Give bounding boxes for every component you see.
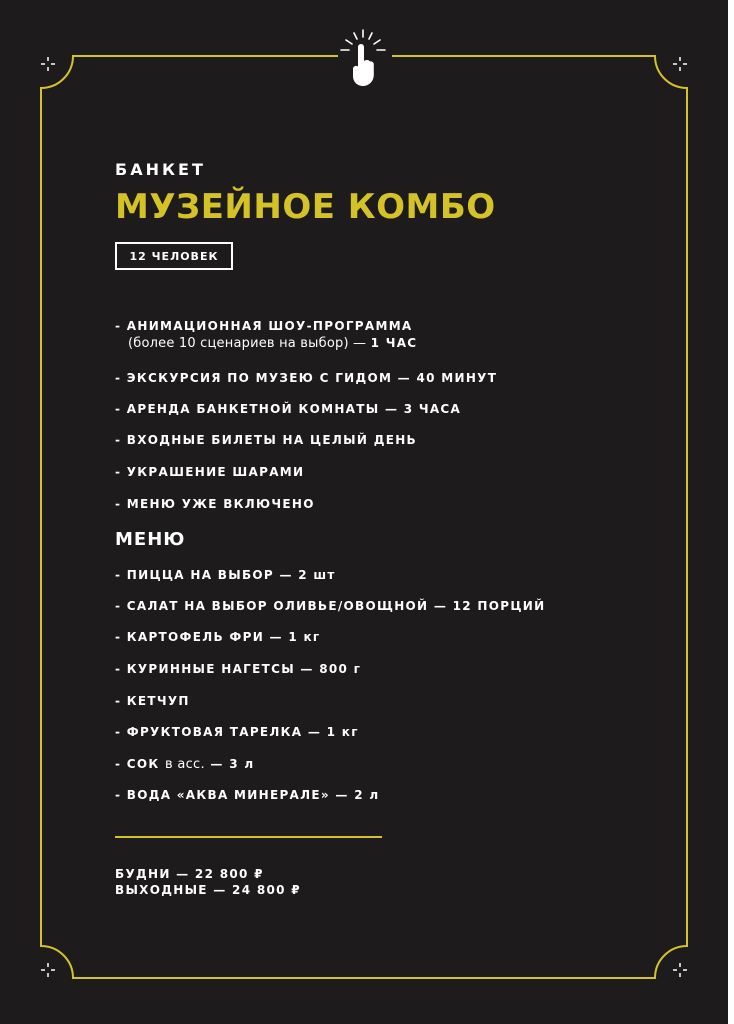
menu-item: - КАРТОФЕЛЬ ФРИ — 1 кг: [115, 630, 321, 644]
price-weekday: БУДНИ — 22 800 ₽: [115, 867, 264, 881]
corner-sparkle-icon: [41, 963, 55, 977]
menu-item: - ПИЦЦА НА ВЫБОР — 2 шт: [115, 568, 336, 582]
feature-item: - АРЕНДА БАНКЕТНОЙ КОМНАТЫ — 3 ЧАСА: [115, 402, 462, 416]
raised-finger-hand-icon: [335, 28, 391, 90]
feature-item: - МЕНЮ УЖЕ ВКЛЮЧЕНО: [115, 497, 315, 511]
menu-item: - КУРИННЫЕ НАГЕТСЫ — 800 г: [115, 662, 362, 676]
page-title: МУЗЕЙНОЕ КОМБО: [115, 187, 496, 227]
menu-item: [115, 757, 254, 772]
feature-item-detail: [128, 336, 417, 351]
menu-heading: МЕНЮ: [115, 529, 186, 550]
price-weekend: ВЫХОДНЫЕ — 24 800 ₽: [115, 883, 301, 897]
menu-item-juice-note: в асс.: [164, 757, 205, 772]
corner-sparkle-icon: [41, 57, 55, 71]
feature-item: - ВХОДНЫЕ БИЛЕТЫ НА ЦЕЛЫЙ ДЕНЬ: [115, 433, 417, 447]
menu-item-juice: - СОК: [115, 757, 165, 771]
feature-item: - УКРАШЕНИЕ ШАРАМИ: [115, 465, 305, 479]
menu-item: - ВОДА «АКВА МИНЕРАЛЕ» — 2 л: [115, 788, 380, 802]
corner-sparkle-icon: [673, 57, 687, 71]
feature-item: - АНИМАЦИОННАЯ ШОУ-ПРОГРАММА: [115, 319, 413, 333]
corner-sparkle-icon: [673, 963, 687, 977]
feature-item: - ЭКСКУРСИЯ ПО МУЗЕЮ С ГИДОМ — 40 МИНУТ: [115, 371, 498, 385]
menu-item: - САЛАТ НА ВЫБОР ОЛИВЬЕ/ОВОЩНОЙ — 12 ПОРЦИЙ: [115, 599, 546, 613]
feature-detail-text: (более 10 сценариев на выбор) —: [128, 336, 371, 351]
divider: [115, 836, 382, 838]
section-label: БАНКЕТ: [115, 160, 206, 179]
menu-item: - КЕТЧУП: [115, 694, 190, 708]
menu-item-juice-volume: — 3 л: [204, 757, 255, 771]
menu-item: - ФРУКТОВАЯ ТАРЕЛКА — 1 кг: [115, 725, 359, 739]
feature-duration: 1 ЧАС: [370, 336, 418, 350]
guests-badge: 12 ЧЕЛОВЕК: [115, 242, 233, 270]
